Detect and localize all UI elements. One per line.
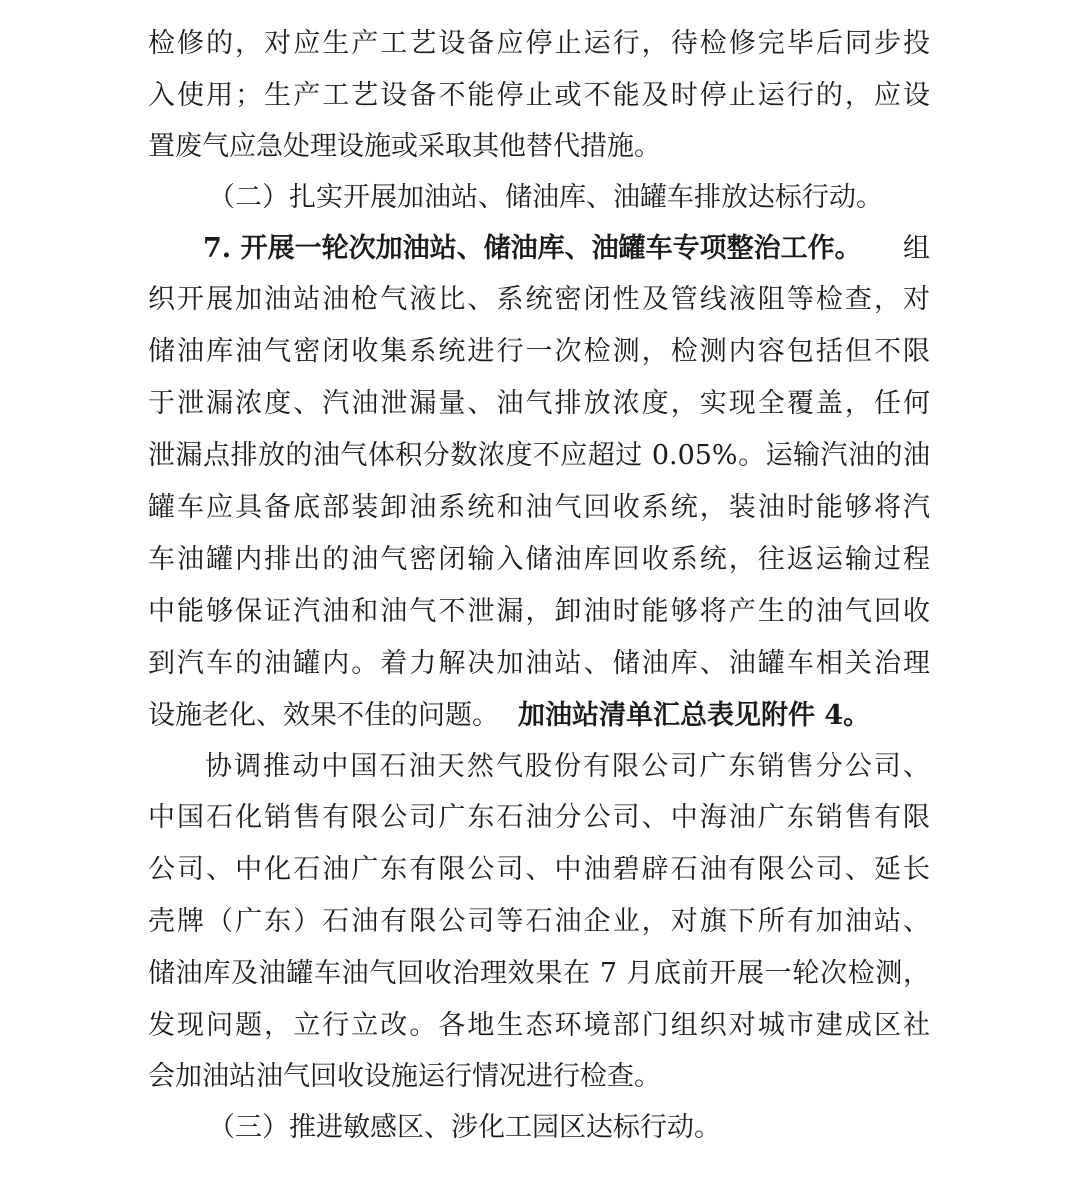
body-text-line: 罐车应具备底部装卸油系统和油气回收系统，装油时能够将汽 — [148, 492, 930, 523]
body-text-line: 储油库油气密闭收集系统进行一次检测，检测内容包括但不限 — [148, 336, 930, 367]
body-text-line: 会加油站油气回收设施运行情况进行检查。 — [148, 1061, 661, 1092]
body-text-line: 置废气应急处理设施或采取其他替代措施。 — [148, 131, 661, 162]
body-text-line: 入使用；生产工艺设备不能停止或不能及时停止运行的，应设 — [148, 80, 930, 111]
body-text-line: 壳牌（广东）石油有限公司等石油企业，对旗下所有加油站、 — [148, 906, 930, 937]
section-heading: （三）推进敏感区、涉化工园区达标行动。 — [208, 1112, 721, 1143]
body-text-fragment: 设施老化、效果不佳的问题。 — [148, 700, 499, 731]
body-text-line: 到汽车的油罐内。着力解决加油站、储油库、油罐车相关治理 — [148, 648, 930, 679]
body-text-line: 织开展加油站油枪气液比、系统密闭性及管线液阻等检查，对 — [148, 284, 930, 315]
body-text-line: 储油库及油罐车油气回收治理效果在 7 月底前开展一轮次检测， — [148, 958, 930, 989]
annex-reference-line — [0, 690, 1080, 742]
body-text-fragment: 组 — [903, 233, 930, 264]
body-text-line: 泄漏点排放的油气体积分数浓度不应超过 0.05%。运输汽油的油 — [148, 440, 930, 471]
section-heading: （二）扎实开展加油站、储油库、油罐车排放达标行动。 — [208, 182, 883, 213]
body-text-line: 发现问题，立行立改。各地生态环境部门组织对城市建成区社 — [148, 1010, 930, 1041]
body-text-line: 车油罐内排出的油气密闭输入储油库回收系统，往返运输过程 — [148, 544, 930, 575]
body-text-line: 协调推动中国石油天然气股份有限公司广东销售分公司、 — [205, 751, 930, 782]
body-text-line: 检修的，对应生产工艺设备应停止运行，待检修完毕后同步投 — [148, 28, 930, 59]
item-7-heading-line — [0, 223, 1080, 275]
annex-4-reference: 加油站清单汇总表见附件 4。 — [518, 700, 871, 731]
body-text-line: 中能够保证汽油和油气不泄漏，卸油时能够将产生的油气回收 — [148, 596, 930, 627]
item-7-heading: 7. 开展一轮次加油站、储油库、油罐车专项整治工作。 — [203, 233, 862, 264]
body-text-line: 中国石化销售有限公司广东石油分公司、中海油广东销售有限 — [148, 802, 930, 833]
body-text-line: 于泄漏浓度、汽油泄漏量、油气排放浓度，实现全覆盖，任何 — [148, 388, 930, 419]
body-text-line: 公司、中化石油广东有限公司、中油碧辟石油有限公司、延长 — [148, 854, 930, 885]
